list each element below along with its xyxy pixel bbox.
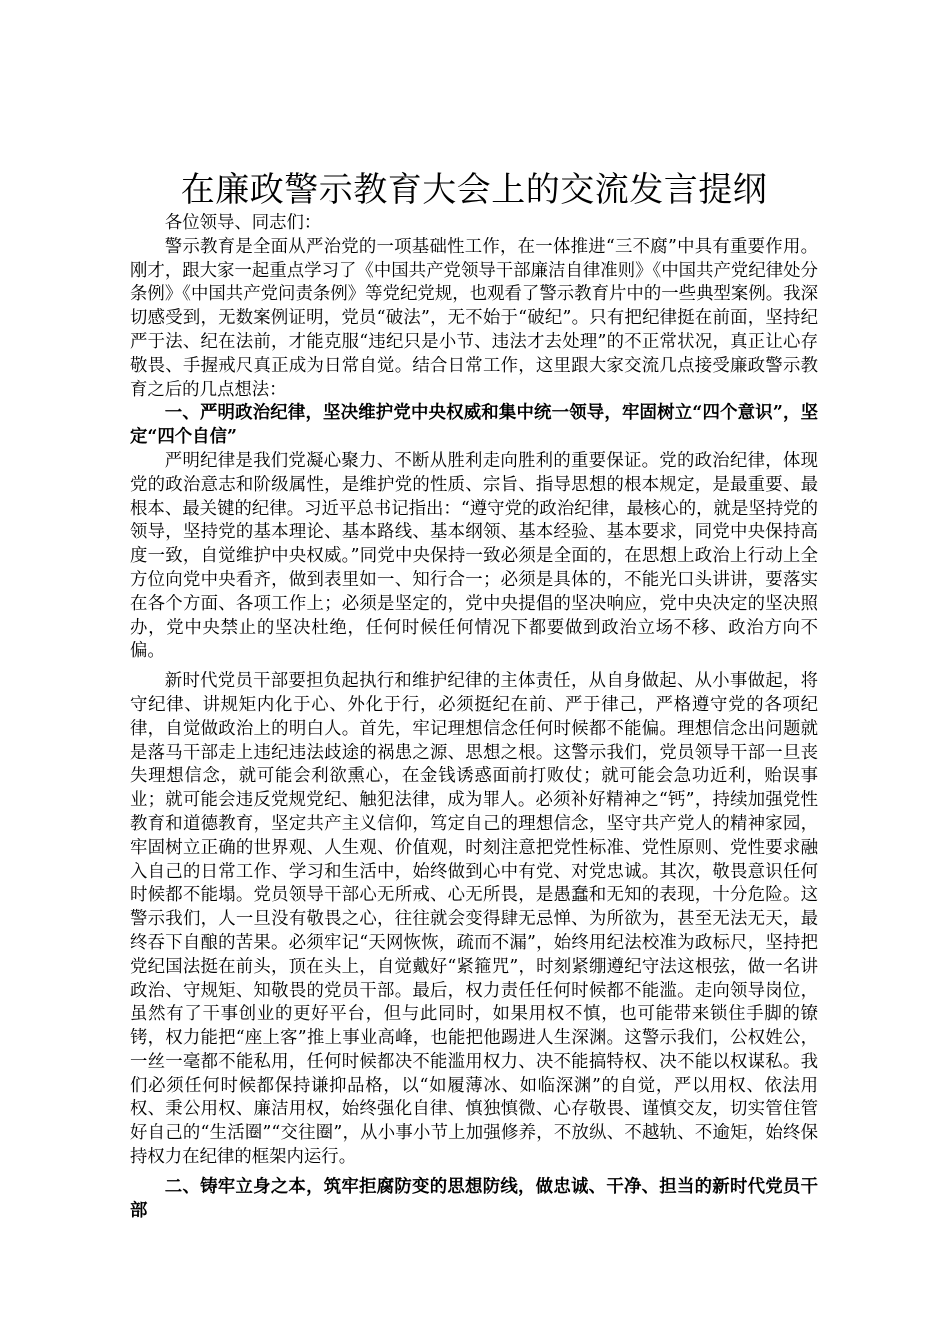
section-heading-1: 一、严明政治纪律，坚决维护党中央权威和集中统一领导，牢固树立“四个意识”，坚定“四个自信” bbox=[130, 403, 818, 448]
body-paragraph-1: 严明纪律是我们党凝心聚力、不断从胜利走向胜利的重要保证。党的政治纪律，体现党的政治意志和阶级属性，是维护党的性质、宗旨、指导思想的根本规定，是最重要、最根本、最关键的纪律。习近平总书记指出：“遵守党的政治纪律，最核心的，就是坚持党的领导，坚持党的基本理论、基本路线、基本纲领、基本经验、基本要求，同党中央保持高度一致，自觉维护中央权威。”同党中央保持一致必须是全面的，在思想上政治上行动上全方位向党中央看齐，做到表里如一、知行合一；必须是具体的，不能光口头讲讲，要落实在各个方面、各项工作上；必须是坚定的，党中央提倡的坚决响应，党中央决定的坚决照办，党中央禁止的坚决杜绝，任何时候任何情况下都要做到政治立场不移、政治方向不偏。 bbox=[130, 450, 818, 662]
body-paragraph-2: 新时代党员干部要担负起执行和维护纪律的主体责任，从自身做起、从小事做起，将守纪律、讲规矩内化于心、外化于行，必须挺纪在前、严于律己，严格遵守党的各项纪律，自觉做政治上的明白人。首先，牢记理想信念任何时候都不能偏。理想信念出问题就是落马干部走上违纪违法歧途的祸患之源、思想之根。这警示我们，党员领导干部一旦丧失理想信念，就可能会利欲熏心，在金钱诱惑面前打败仗；就可能会急功近利，贻误事业；就可能会违反党规党纪、触犯法律，成为罪人。必须补好精神之“钙”，持续加强党性教育和道德教育，坚定共产主义信仰，笃定自己的理想信念，坚守共产党人的精神家园，牢固树立正确的世界观、人生观、价值观，时刻注意把党性标准、党性原则、党性要求融入自己的日常工作、学习和生活中，始终做到心中有党、对党忠诚。其次，敬畏意识任何时候都不能塌。党员领导干部心无所戒、心无所畏，是愚蠢和无知的表现，十分危险。这警示我们，人一旦没有敬畏之心，往往就会变得肆无忌惮、为所欲为，甚至无法无天，最终吞下自酿的苦果。必须牢记“天网恢恢，疏而不漏”，始终用纪法校准为政标尺，坚持把党纪国法挺在前头，顶在头上，自觉戴好“紧箍咒”，时刻紧绷遵纪守法这根弦，做一名讲政治、守规矩、知敬畏的党员干部。最后，权力责任任何时候都不能滥。走向领导岗位，虽然有了干事创业的更好平台，但与此同时，如果用权不慎，也可能带来锁住手脚的镣铐，权力能把“座上客”推上事业高峰，也能把他踢进人生深渊。这警示我们，公权姓公，一丝一毫都不能私用，任何时候都决不能滥用权力、决不能搞特权、决不能以权谋私。我们必须任何时候都保持谦抑品格，以“如履薄冰、如临深渊”的自觉，严以用权、依法用权、秉公用权、廉洁用权，始终强化自律、慎独慎微、心存敬畏、谨慎交友，切实管住管好自己的“生活圈”“交往圈”，从小事小节上加强修养，不放纵、不越轨、不逾矩，始终保持权力在纪律的框架内运行。 bbox=[130, 671, 818, 1168]
section-heading-2: 二、铸牢立身之本，筑牢拒腐防变的思想防线，做忠诚、干净、担当的新时代党员干部 bbox=[130, 1176, 818, 1221]
intro-paragraph: 警示教育是全面从严治党的一项基础性工作，在一体推进“三不腐”中具有重要作用。刚才，跟大家一起重点学习了《中国共产党领导干部廉洁自律准则》《中国共产党纪律处分条例》《中国共产党问责条例》等党纪党规，也观看了警示教育片中的一些典型案例。我深切感受到，无数案例证明，党员“破法”，无不始于“破纪”。只有把纪律挺在前面，坚持纪严于法、纪在法前，才能克服“违纪只是小节、违法才去处理”的不正常状况，真正让心存敬畏、手握戒尺真正成为日常自觉。结合日常工作，这里跟大家交流几点接受廉政警示教育之后的几点想法： bbox=[130, 236, 818, 400]
document-page bbox=[130, 168, 818, 1223]
salutation: 各位领导、同志们： bbox=[164, 213, 322, 233]
document-title: 在廉政警示教育大会上的交流发言提纲 bbox=[180, 170, 768, 210]
